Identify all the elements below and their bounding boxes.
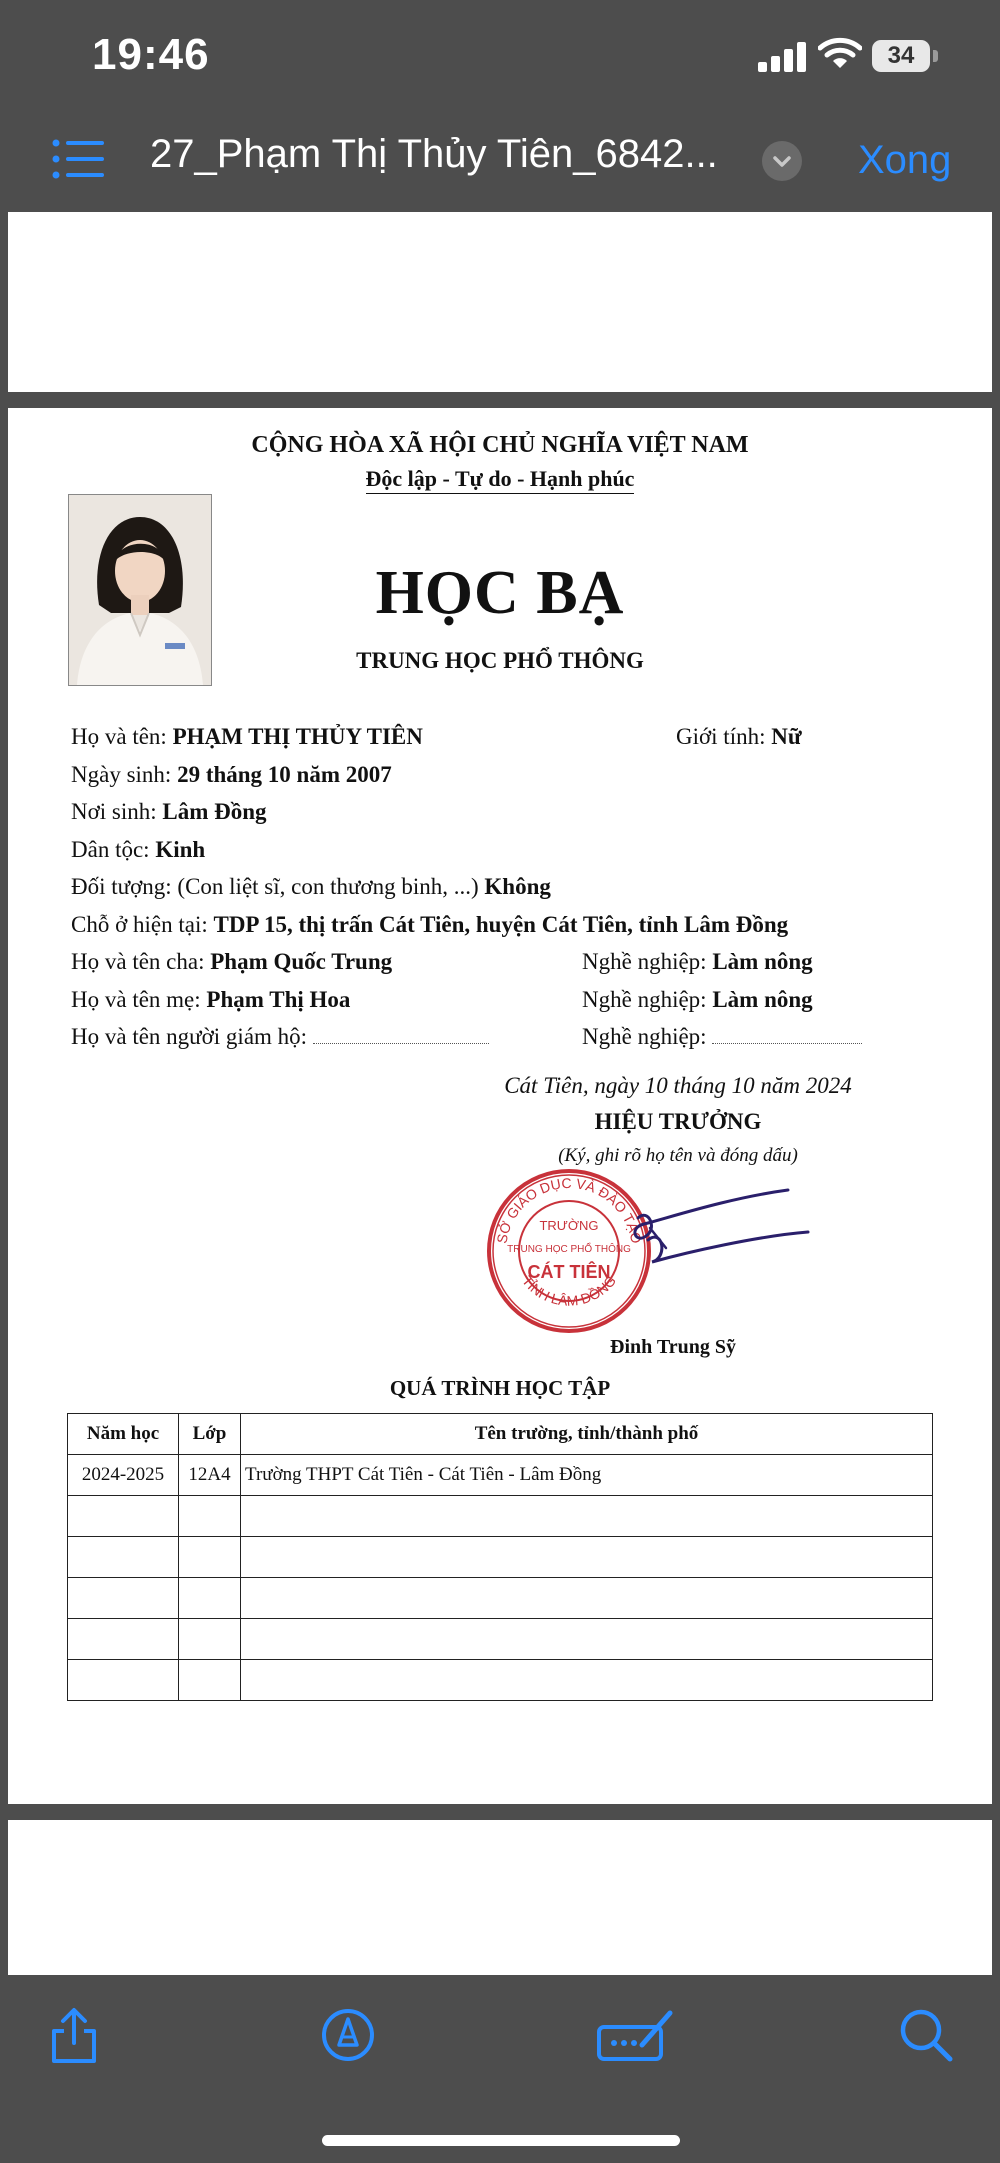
cell-class xyxy=(179,1496,241,1537)
field-gender-label: Giới tính: xyxy=(676,724,766,749)
study-history-table xyxy=(67,1413,933,1701)
table-row xyxy=(68,1660,933,1701)
cell-class xyxy=(179,1537,241,1578)
table-row xyxy=(68,1578,933,1619)
battery-nub xyxy=(933,50,938,62)
cell-year xyxy=(68,1496,179,1537)
field-name-value: PHẠM THỊ THỦY TIÊN xyxy=(172,724,423,749)
field-gender-value: Nữ xyxy=(771,724,802,749)
document-page xyxy=(8,408,992,1804)
cell-year xyxy=(68,1578,179,1619)
svg-text:TỈNH LÂM ĐỒNG: TỈNH LÂM ĐỒNG xyxy=(519,1272,620,1309)
cell-school: Trường THPT Cát Tiên - Cát Tiên - Lâm Đồng xyxy=(241,1455,933,1496)
field-dob-label: Ngày sinh: xyxy=(71,762,172,787)
nav-bar xyxy=(0,110,1000,210)
cell-school xyxy=(241,1578,933,1619)
field-dob xyxy=(71,762,392,788)
field-category-label: Đối tượng: (Con liệt sĩ, con thương binh, ...) xyxy=(71,874,479,899)
svg-text:TRUNG HỌC PHỔ THÔNG: TRUNG HỌC PHỔ THÔNG xyxy=(507,1244,631,1255)
cell-school xyxy=(241,1496,933,1537)
table-row xyxy=(68,1455,933,1496)
signature-date: Cát Tiên, ngày 10 tháng 10 năm 2024 xyxy=(504,1073,852,1098)
field-father-job-label: Nghề nghiệp: xyxy=(582,949,707,974)
next-page xyxy=(8,1820,992,1975)
chevron-down-icon xyxy=(762,141,802,181)
svg-text:CÁT TIÊN: CÁT TIÊN xyxy=(527,1262,611,1282)
field-name xyxy=(71,724,423,750)
search-icon[interactable] xyxy=(896,2005,956,2065)
field-father xyxy=(71,949,392,975)
svg-text:SỞ GIÁO DỤC VÀ ĐÀO TẠO: SỞ GIÁO DỤC VÀ ĐÀO TẠO xyxy=(493,1174,645,1245)
home-indicator[interactable] xyxy=(322,2135,680,2146)
cellular-signal-icon xyxy=(758,40,806,72)
field-category xyxy=(71,874,551,900)
cell-year xyxy=(68,1619,179,1660)
share-icon[interactable] xyxy=(44,2005,104,2065)
header-class: Lớp xyxy=(179,1414,241,1455)
signer-name: Đinh Trung Sỹ xyxy=(610,1336,736,1358)
svg-text:TRƯỜNG: TRƯỜNG xyxy=(539,1218,599,1233)
principal-signature xyxy=(608,1188,818,1308)
list-icon[interactable] xyxy=(52,138,104,180)
field-category-value: Không xyxy=(484,874,551,899)
previous-page xyxy=(8,212,992,392)
table-row xyxy=(68,1537,933,1578)
field-dob-value: 29 tháng 10 năm 2007 xyxy=(177,762,392,787)
field-birthplace xyxy=(71,799,267,825)
field-mother-label: Họ và tên mẹ: xyxy=(71,987,201,1012)
motto-text: Độc lập - Tự do - Hạnh phúc xyxy=(366,466,635,494)
signature-role: HIỆU TRƯỞNG xyxy=(594,1109,762,1134)
field-mother-job-value: Làm nông xyxy=(712,987,813,1012)
field-father-job-value: Làm nông xyxy=(712,949,813,974)
cell-year: 2024-2025 xyxy=(68,1455,179,1496)
done-button[interactable]: Xong xyxy=(858,138,952,182)
table-row xyxy=(68,1619,933,1660)
field-guardian xyxy=(71,1024,489,1050)
field-mother xyxy=(71,987,350,1013)
table-row xyxy=(68,1496,933,1537)
field-guardian-job-label: Nghề nghiệp: xyxy=(582,1024,707,1049)
header-school: Tên trường, tỉnh/thành phố xyxy=(241,1414,933,1455)
wifi-icon xyxy=(818,36,862,70)
field-birthplace-value: Lâm Đồng xyxy=(162,799,267,824)
field-father-value: Phạm Quốc Trung xyxy=(210,949,393,974)
cell-school xyxy=(241,1537,933,1578)
cell-class xyxy=(179,1578,241,1619)
cell-year xyxy=(68,1660,179,1701)
status-time: 19:46 xyxy=(92,30,210,79)
header-year: Năm học xyxy=(68,1414,179,1455)
battery-icon: 34 xyxy=(872,40,930,72)
field-address-value: TDP 15, thị trấn Cát Tiên, huyện Cát Tiên, tỉnh Lâm Đồng xyxy=(213,912,789,937)
field-father-label: Họ và tên cha: xyxy=(71,949,205,974)
field-ethnicity-value: Kinh xyxy=(155,837,206,862)
field-mother-job xyxy=(582,987,813,1013)
field-gender xyxy=(676,724,802,750)
field-birthplace-label: Nơi sinh: xyxy=(71,799,157,824)
cell-class: 12A4 xyxy=(179,1455,241,1496)
field-address xyxy=(71,912,788,938)
title-menu-button[interactable] xyxy=(762,141,802,181)
cell-school xyxy=(241,1660,933,1701)
field-guardian-job xyxy=(582,1024,862,1050)
table-header-row xyxy=(68,1414,933,1455)
cell-class xyxy=(179,1619,241,1660)
cell-class xyxy=(179,1660,241,1701)
field-name-label: Họ và tên: xyxy=(71,724,167,749)
cell-school xyxy=(241,1619,933,1660)
status-bar xyxy=(0,0,1000,110)
nation-heading: CỘNG HÒA XÃ HỘI CHỦ NGHĨA VIỆT NAM xyxy=(251,432,749,458)
guardian-job-blank-line xyxy=(712,1025,862,1044)
field-mother-value: Phạm Thị Hoa xyxy=(206,987,351,1012)
history-title: QUÁ TRÌNH HỌC TẬP xyxy=(389,1376,611,1400)
signature-icon[interactable] xyxy=(596,2005,676,2065)
document-subtitle: TRUNG HỌC PHỔ THÔNG xyxy=(356,648,644,673)
field-father-job xyxy=(582,949,813,975)
field-guardian-label: Họ và tên người giám hộ: xyxy=(71,1024,308,1049)
document-main-title: HỌC BẠ xyxy=(375,559,625,627)
field-ethnicity-label: Dân tộc: xyxy=(71,837,150,862)
field-ethnicity xyxy=(71,837,205,863)
motto xyxy=(8,466,992,492)
field-address-label: Chỗ ở hiện tại: xyxy=(71,912,208,937)
signature-instruction: (Ký, ghi rõ họ tên và đóng dấu) xyxy=(558,1145,798,1166)
markup-icon[interactable] xyxy=(318,2005,378,2065)
field-mother-job-label: Nghề nghiệp: xyxy=(582,987,707,1012)
cell-year xyxy=(68,1537,179,1578)
document-title[interactable]: 27_Phạm Thị Thủy Tiên_6842... xyxy=(150,132,718,176)
guardian-blank-line xyxy=(313,1025,489,1044)
